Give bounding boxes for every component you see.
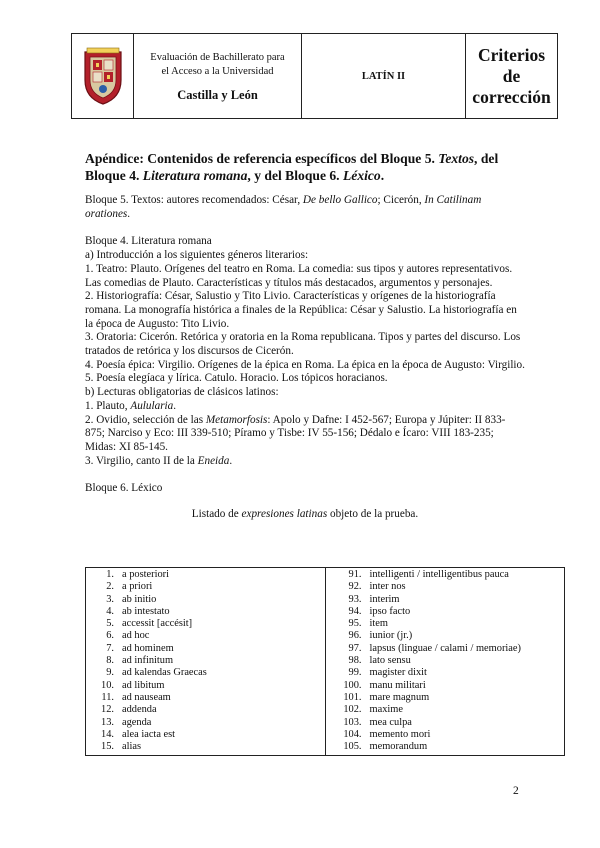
expression-row — [86, 594, 325, 606]
expression-number: 97. — [348, 642, 362, 654]
expression-row — [326, 594, 565, 606]
logo-cell — [72, 34, 134, 118]
expression-row — [326, 704, 565, 716]
expression-text: intelligenti / intelligentibus pauca — [369, 569, 509, 580]
bloque4-item5: 5. Poesía elegíaca y lírica. Catulo. Horacio. Los tópicos horacianos. — [85, 372, 388, 385]
bloque4-item1: 1. Teatro: Plauto. Orígenes del teatro en Roma. La comedia: sus tipos y autores representativos. Las comedias de Plauto. Características y títulos más destacados, argumentos y personajes. — [85, 262, 513, 289]
expression-number: 105. — [343, 741, 362, 753]
expression-number: 13. — [101, 716, 114, 728]
expression-row — [326, 741, 565, 753]
expression-row — [86, 630, 325, 642]
expressions-right-column — [325, 568, 565, 756]
expressions-left-column — [86, 568, 326, 756]
expression-row — [86, 667, 325, 679]
expression-number: 100. — [343, 679, 362, 691]
expressions-table — [85, 567, 565, 756]
expression-row — [326, 667, 565, 679]
appendix-title: Apéndice: Contenidos de referencia específicos del Bloque 5. Textos, del Bloque 4. Literatura romana, y del Bloque 6. Léxico. — [85, 151, 499, 183]
expression-number: 93. — [348, 593, 362, 605]
expression-number: 98. — [348, 655, 362, 667]
expression-number: 92. — [348, 581, 362, 593]
bloque4-item3: 3. Oratoria: Cicerón. Retórica y oratoria en la Roma republicana. Tipos y partes del discurso. Los tratados de retórica y los discursos de Cicerón. — [85, 331, 521, 358]
expression-text: magister dixit — [369, 667, 427, 679]
expression-text: mea culpa — [369, 716, 412, 728]
expressions-caption: Listado de expresiones latinas objeto de la prueba. — [191, 508, 419, 521]
expression-number: 9. — [106, 667, 114, 679]
expression-text: mare magnum — [369, 691, 430, 703]
expression-number: 102. — [343, 704, 362, 716]
expression-text: alea iacta est — [122, 728, 176, 740]
expression-text: memento mori — [369, 728, 431, 740]
expression-text: interim — [369, 593, 400, 605]
subject-name: LATÍN II — [361, 70, 406, 82]
expression-row — [326, 581, 565, 593]
expression-row — [86, 704, 325, 716]
reading-1: 1. Plauto, Aulularia. — [85, 399, 177, 412]
expression-text: ab intestato — [122, 605, 170, 617]
expression-row — [326, 569, 565, 581]
expression-number: 95. — [348, 618, 362, 630]
expression-number: 14. — [101, 728, 114, 740]
expression-text: manu militari — [369, 679, 426, 691]
expression-number: 12. — [101, 704, 114, 716]
expression-text: lapsus (linguae / calami / memoriae) — [369, 642, 521, 654]
expression-text: ab initio — [122, 593, 157, 605]
page-number: 2 — [513, 785, 519, 797]
expression-text: ad kalendas Graecas — [122, 667, 207, 679]
expression-number: 4. — [106, 605, 114, 617]
expression-text: lato sensu — [369, 655, 411, 667]
expression-text: addenda — [122, 704, 157, 716]
expression-row — [86, 680, 325, 692]
reading-2: 2. Ovidio, selección de las Metamorfosis: Apolo y Dafne: I 452-567; Europa y Júpiter: II 833-875; Narciso y Eco: III 339-510; Píramo y Tisbe: IV 55-156; Dédalo e Ícaro: VIII 183-235; Midas: XI 85-145. — [85, 413, 506, 453]
expression-number: 91. — [348, 569, 362, 580]
expression-number: 5. — [106, 618, 114, 630]
expression-text: accessit [accésit] — [122, 618, 193, 630]
reading-3: 3. Virgilio, canto II de la Eneida. — [85, 454, 233, 467]
expression-text: a priori — [122, 581, 153, 593]
expression-text: item — [369, 618, 388, 630]
expression-text: ipso facto — [369, 605, 411, 617]
expression-row — [86, 692, 325, 704]
expression-text: a posteriori — [122, 569, 170, 580]
expression-row — [86, 655, 325, 667]
document-body — [85, 150, 525, 522]
expression-number: 7. — [106, 642, 114, 654]
expression-text: ad libitum — [122, 679, 165, 691]
institution-cell — [134, 34, 302, 118]
expression-text: ad infinitum — [122, 655, 174, 667]
expression-number: 6. — [106, 630, 114, 642]
criteria-line3: corrección — [472, 86, 551, 107]
expression-row — [326, 729, 565, 741]
region-name: Castilla y León — [177, 87, 258, 102]
expression-number: 10. — [101, 679, 114, 691]
expression-text: agenda — [122, 716, 152, 728]
expression-row — [326, 655, 565, 667]
expression-text: ad nauseam — [122, 691, 171, 703]
expression-number: 8. — [106, 655, 114, 667]
expression-row — [86, 606, 325, 618]
expression-number: 11. — [101, 691, 114, 703]
expression-row — [326, 630, 565, 642]
expression-number: 101. — [343, 691, 362, 703]
expression-number: 99. — [348, 667, 362, 679]
institution-line2: el Acceso a la Universidad — [161, 65, 274, 77]
bloque4-readings: b) Lecturas obligatorias de clásicos latinos: — [85, 386, 279, 399]
document-header — [71, 33, 558, 119]
expression-number: 94. — [348, 605, 362, 617]
expression-number: 103. — [343, 716, 362, 728]
expression-row — [86, 717, 325, 729]
bloque4-item2: 2. Historiografía: César, Salustio y Tito Livio. Características y orígenes de la historiografía romana. La monografía histórica a finales de la República: César y Salustio. La historiografía en la época de Augusto: Tito Livio. — [85, 290, 517, 330]
expression-row — [326, 680, 565, 692]
expression-row — [86, 581, 325, 593]
criteria-cell — [466, 34, 557, 118]
expression-row — [326, 618, 565, 630]
expression-row — [86, 618, 325, 630]
expression-text: inter nos — [369, 581, 406, 593]
expression-number: 15. — [101, 741, 114, 753]
bloque4-item4: 4. Poesía épica: Virgilio. Orígenes de la épica en Roma. La épica en la época de Augusto: Virgilio. — [85, 358, 525, 371]
criteria-line2: de — [502, 65, 521, 86]
expression-row — [86, 741, 325, 753]
expression-text: maxime — [369, 704, 403, 716]
expression-number: 104. — [343, 728, 362, 740]
criteria-line1: Criterios — [477, 44, 546, 65]
expression-text: ad hominem — [122, 642, 174, 654]
expression-row — [326, 643, 565, 655]
bloque6-heading: Bloque 6. Léxico — [85, 482, 163, 495]
institution-line1: Evaluación de Bachillerato para — [150, 51, 285, 63]
subject-cell — [302, 34, 466, 118]
expression-row — [326, 717, 565, 729]
bloque5-paragraph: Bloque 5. Textos: autores recomendados: César, De bello Gallico; Cicerón, In Catilinam orationes. — [85, 194, 482, 220]
expression-number: 1. — [106, 569, 114, 580]
expression-row — [326, 692, 565, 704]
expression-row — [86, 569, 325, 581]
expression-row — [86, 643, 325, 655]
university-seal-icon — [81, 46, 125, 106]
expression-text: iunior (jr.) — [369, 630, 413, 642]
expression-number: 2. — [106, 581, 114, 593]
expression-row — [326, 606, 565, 618]
expression-row — [86, 729, 325, 741]
expression-number: 3. — [106, 593, 114, 605]
bloque4-heading: Bloque 4. Literatura romana — [85, 235, 212, 248]
bloque4-intro: a) Introducción a los siguientes géneros literarios: — [85, 249, 309, 262]
expression-number: 96. — [348, 630, 362, 642]
expression-text: memorandum — [369, 741, 428, 753]
expression-text: ad hoc — [122, 630, 150, 642]
expression-text: alias — [122, 741, 142, 753]
